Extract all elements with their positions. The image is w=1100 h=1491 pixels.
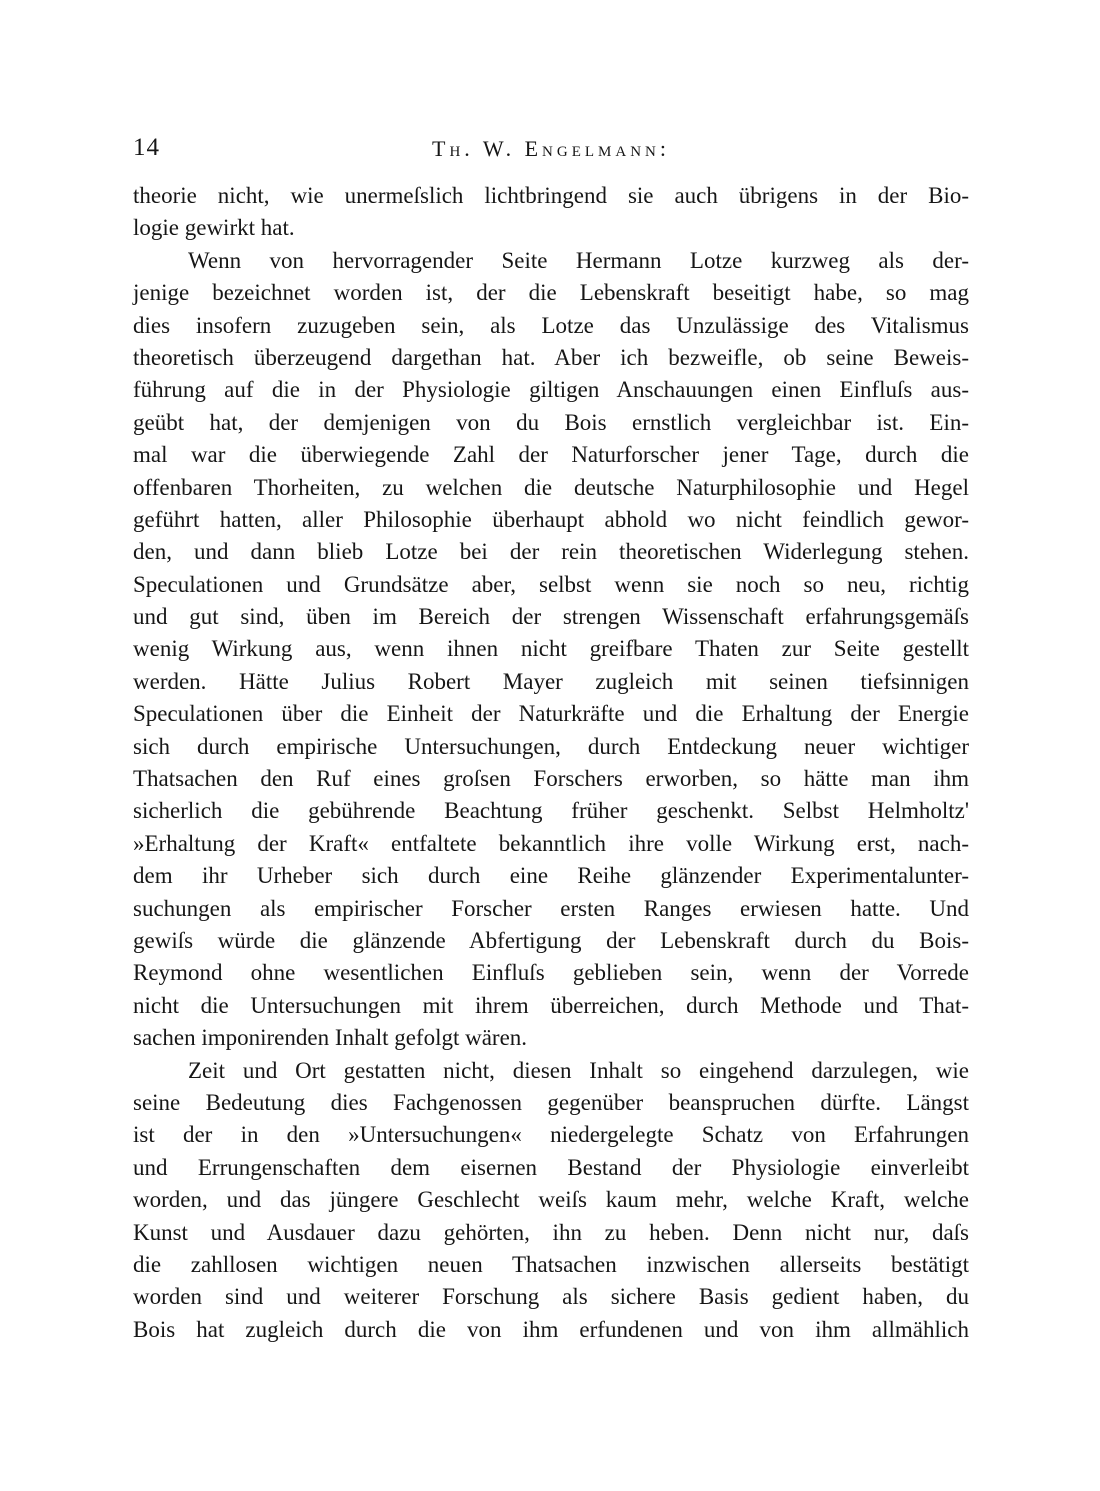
- text-line: Wenn von hervorragender Seite Hermann Lotze kurzweg als der-: [188, 247, 969, 273]
- text-line: theorie nicht, wie unermeſslich lichtbringend sie auch übrigens in der Bio-: [133, 183, 969, 208]
- text-line: wenig Wirkung aus, wenn ihnen nicht greifbare Thaten zur Seite gestellt: [133, 636, 969, 662]
- text-line: Zeit und Ort gestatten nicht, diesen Inhalt so eingehend darzulegen, wie: [188, 1057, 969, 1083]
- body-text: [133, 180, 969, 1346]
- text-line: nicht die Untersuchungen mit ihrem überreichen, durch Methode und That-: [133, 992, 969, 1018]
- text-line: worden, und das jüngere Geschlecht weiſs kaum mehr, welche Kraft, welche: [133, 1187, 969, 1213]
- text-line: geübt hat, der demjenigen von du Bois ernstlich vergleichbar ist. Ein-: [133, 409, 969, 435]
- text-line: die zahllosen wichtigen neuen Thatsachen inzwischen allerseits bestätigt: [133, 1251, 969, 1277]
- text-line: worden sind und weiterer Forschung als sichere Basis gedient haben, du: [133, 1284, 969, 1310]
- text-line: werden. Hätte Julius Robert Mayer zugleich mit seinen tiefsinnigen: [133, 668, 969, 694]
- text-line: und Errungenschaften dem eisernen Bestand der Physiologie einverleibt: [133, 1154, 969, 1180]
- text-line: und gut sind, üben im Bereich der strengen Wissenschaft erfahrungsgemäſs: [133, 604, 969, 630]
- text-line: mal war die überwiegende Zahl der Naturforscher jener Tage, durch die: [133, 442, 969, 468]
- text-line: Thatsachen den Ruf eines groſsen Forschers erworben, so hätte man ihm: [133, 766, 969, 792]
- text-line: ist der in den »Untersuchungen« niedergelegte Schatz von Erfahrungen: [133, 1122, 969, 1148]
- text-line: geführt hatten, aller Philosophie überhaupt abhold wo nicht feindlich gewor-: [133, 506, 969, 532]
- text-line: dies insofern zuzugeben sein, als Lotze das Unzulässige des Vitalismus: [133, 312, 969, 338]
- text-line: gewiſs würde die glänzende Abfertigung der Lebenskraft durch du Bois-: [133, 927, 969, 953]
- text-line: seine Bedeutung dies Fachgenossen gegenüber beanspruchen dürfte. Längst: [133, 1089, 969, 1115]
- running-head: Th. W. Engelmann:: [432, 136, 670, 161]
- page-header: [133, 130, 969, 170]
- text-line: Speculationen über die Einheit der Naturkräfte und die Erhaltung der Energie: [133, 701, 969, 727]
- text-line: suchungen als empirischer Forscher ersten Ranges erwiesen hatte. Und: [133, 895, 969, 921]
- text-line: theoretisch überzeugend dargethan hat. Aber ich bezweifle, ob seine Beweis-: [133, 344, 969, 370]
- text-line: Reymond ohne wesentlichen Einfluſs geblieben sein, wenn der Vorrede: [133, 960, 969, 986]
- text-line: Speculationen und Grundsätze aber, selbst wenn sie noch so neu, richtig: [133, 571, 969, 597]
- page-number: 14: [133, 134, 160, 161]
- text-line: »Erhaltung der Kraft« entfaltete bekanntlich ihre volle Wirkung erst, nach-: [133, 830, 969, 856]
- text-line: den, und dann blieb Lotze bei der rein theoretischen Widerlegung stehen.: [133, 539, 969, 565]
- text-line: Kunst und Ausdauer dazu gehörten, ihn zu heben. Denn nicht nur, daſs: [133, 1219, 969, 1245]
- text-line: logie gewirkt hat.: [133, 215, 295, 241]
- text-line: jenige bezeichnet worden ist, der die Lebenskraft beseitigt habe, so mag: [133, 280, 969, 306]
- text-line: offenbaren Thorheiten, zu welchen die deutsche Naturphilosophie und Hegel: [133, 474, 969, 500]
- text-line: sich durch empirische Untersuchungen, durch Entdeckung neuer wichtiger: [133, 733, 969, 759]
- text-line: führung auf die in der Physiologie giltigen Anschauungen einen Einfluſs aus-: [133, 377, 969, 403]
- text-line: sicherlich die gebührende Beachtung früher geschenkt. Selbst Helmholtz': [133, 798, 969, 824]
- text-line: sachen imponirenden Inhalt gefolgt wären.: [133, 1025, 528, 1051]
- text-line: dem ihr Urheber sich durch eine Reihe glänzender Experimentalunter-: [133, 863, 969, 889]
- text-line: Bois hat zugleich durch die von ihm erfundenen und von ihm allmählich: [133, 1316, 969, 1342]
